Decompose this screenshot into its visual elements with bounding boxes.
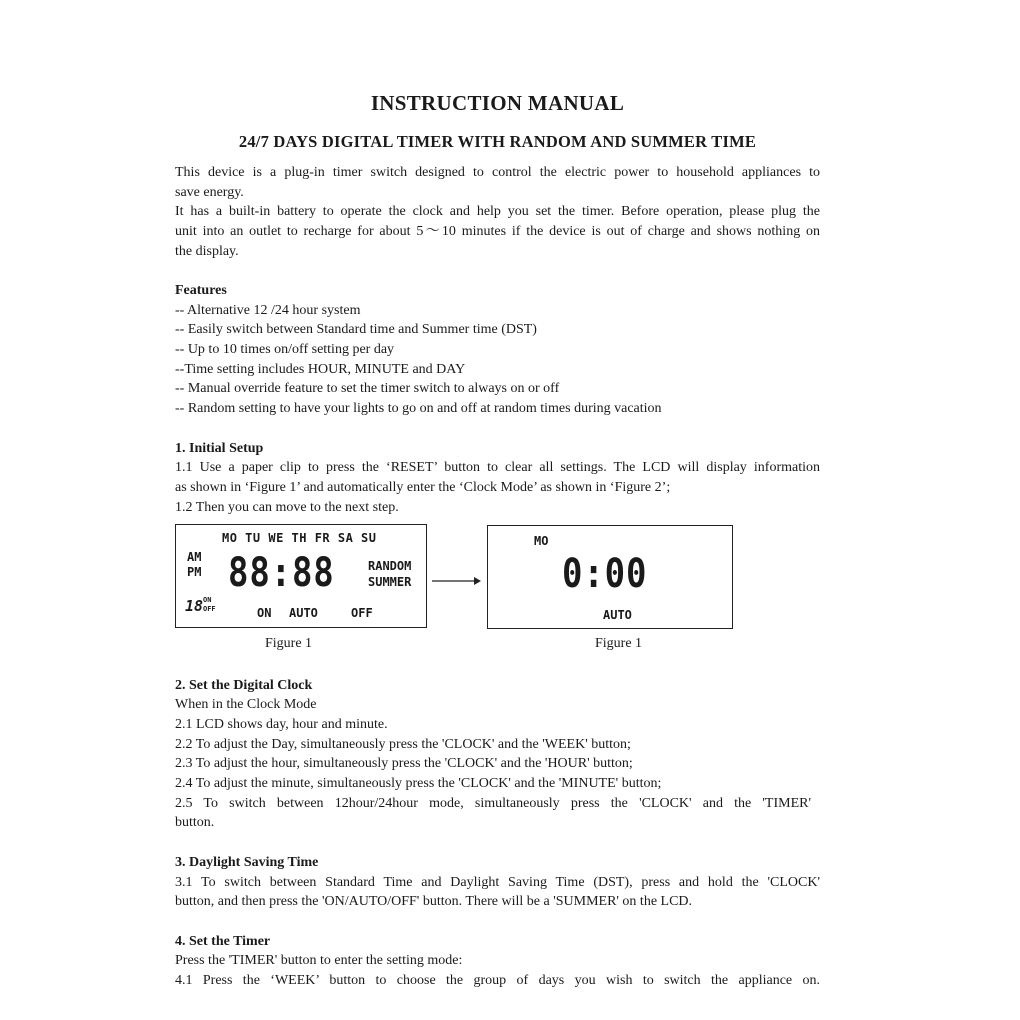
section-line: button, and then press the 'ON/AUTO/OFF' button. There will be a 'SUMMER' on the LCD.: [175, 894, 693, 909]
intro-line: It has a built-in battery to operate the clock and help you set the timer. Before operation, please plug the: [175, 204, 820, 219]
section-line: 1.1 Use a paper clip to press the ‘RESET’ button to clear all settings. The LCD will display information: [175, 460, 820, 475]
section-line: as shown in ‘Figure 1’ and automatically enter the ‘Clock Mode’ as shown in ‘Figure 2’;: [175, 480, 671, 495]
lcd-digits: 0:00: [562, 551, 648, 597]
section-line: 2.3 To adjust the hour, simultaneously press the 'CLOCK' and the 'HOUR' button;: [175, 756, 633, 771]
section-line: 2.4 To adjust the minute, simultaneously press the 'CLOCK' and the 'MINUTE' button;: [175, 776, 662, 791]
section-line: 3.1 To switch between Standard Time and Daylight Saving Time (DST), press and hold the 'CLOCK': [175, 875, 820, 890]
intro-line: unit into an outlet to recharge for about 5～10 minutes if the device is out of charge and shows nothing on: [175, 224, 820, 239]
intro-line: This device is a plug-in timer switch designed to control the electric power to household appliances to: [175, 165, 820, 180]
figure-caption: Figure 1: [595, 636, 643, 651]
section-heading: 4. Set the Timer: [175, 934, 271, 949]
feature-item: -- Up to 10 times on/off setting per day: [175, 342, 395, 357]
section-line: Press the 'TIMER' button to enter the setting mode:: [175, 953, 463, 968]
figure-caption: Figure 1: [265, 636, 313, 651]
lcd-days: MO TU WE TH FR SA SU: [222, 531, 377, 545]
lcd-counter: 18: [185, 597, 204, 615]
feature-item: -- Random setting to have your lights to go on and off at random times during vacation: [175, 401, 662, 416]
lcd-auto-label: AUTO: [289, 606, 318, 620]
lcd-figure-1: [175, 524, 427, 628]
feature-item: -- Easily switch between Standard time and Summer time (DST): [175, 322, 537, 337]
feature-item: -- Manual override feature to set the timer switch to always on or off: [175, 381, 560, 396]
lcd-auto-label: AUTO: [603, 608, 632, 622]
feature-item: -- Alternative 12 /24 hour system: [175, 303, 361, 318]
lcd-random-label: RANDOM: [368, 559, 412, 573]
intro-line: save energy.: [175, 185, 244, 200]
lcd-off-small: OFF: [203, 605, 216, 613]
lcd-day: MO: [534, 534, 549, 548]
section-line: button.: [175, 815, 215, 830]
page-subtitle: 24/7 DAYS DIGITAL TIMER WITH RANDOM AND SUMMER TIME: [238, 132, 757, 151]
section-line: 2.2 To adjust the Day, simultaneously press the 'CLOCK' and the 'WEEK' button;: [175, 737, 631, 752]
lcd-digits: 88:88: [228, 550, 335, 596]
section-line: 4.1 Press the ‘WEEK’ button to choose the group of days you wish to switch the appliance on.: [175, 973, 820, 988]
section-heading: 2. Set the Digital Clock: [175, 678, 313, 693]
lcd-figure-2: [487, 525, 733, 629]
features-heading: Features: [175, 283, 227, 298]
arrow-right-icon: [432, 574, 482, 588]
section-line: 2.1 LCD shows day, hour and minute.: [175, 717, 388, 732]
section-heading: 1. Initial Setup: [175, 441, 264, 456]
section-line: 2.5 To switch between 12hour/24hour mode, simultaneously press the 'CLOCK' and the 'TIMER': [175, 796, 811, 811]
intro-line: the display.: [175, 244, 239, 259]
feature-item: --Time setting includes HOUR, MINUTE and DAY: [175, 362, 466, 377]
page-title: INSTRUCTION MANUAL: [370, 91, 625, 115]
lcd-summer-label: SUMMER: [368, 575, 412, 589]
lcd-on-small: ON: [203, 596, 212, 604]
lcd-pm-label: PM: [187, 565, 202, 579]
lcd-off-label: OFF: [351, 606, 373, 620]
section-heading: 3. Daylight Saving Time: [175, 855, 319, 870]
lcd-am-label: AM: [187, 550, 202, 564]
section-line: 1.2 Then you can move to the next step.: [175, 500, 399, 515]
section-line: When in the Clock Mode: [175, 697, 317, 712]
lcd-on-label: ON: [257, 606, 272, 620]
